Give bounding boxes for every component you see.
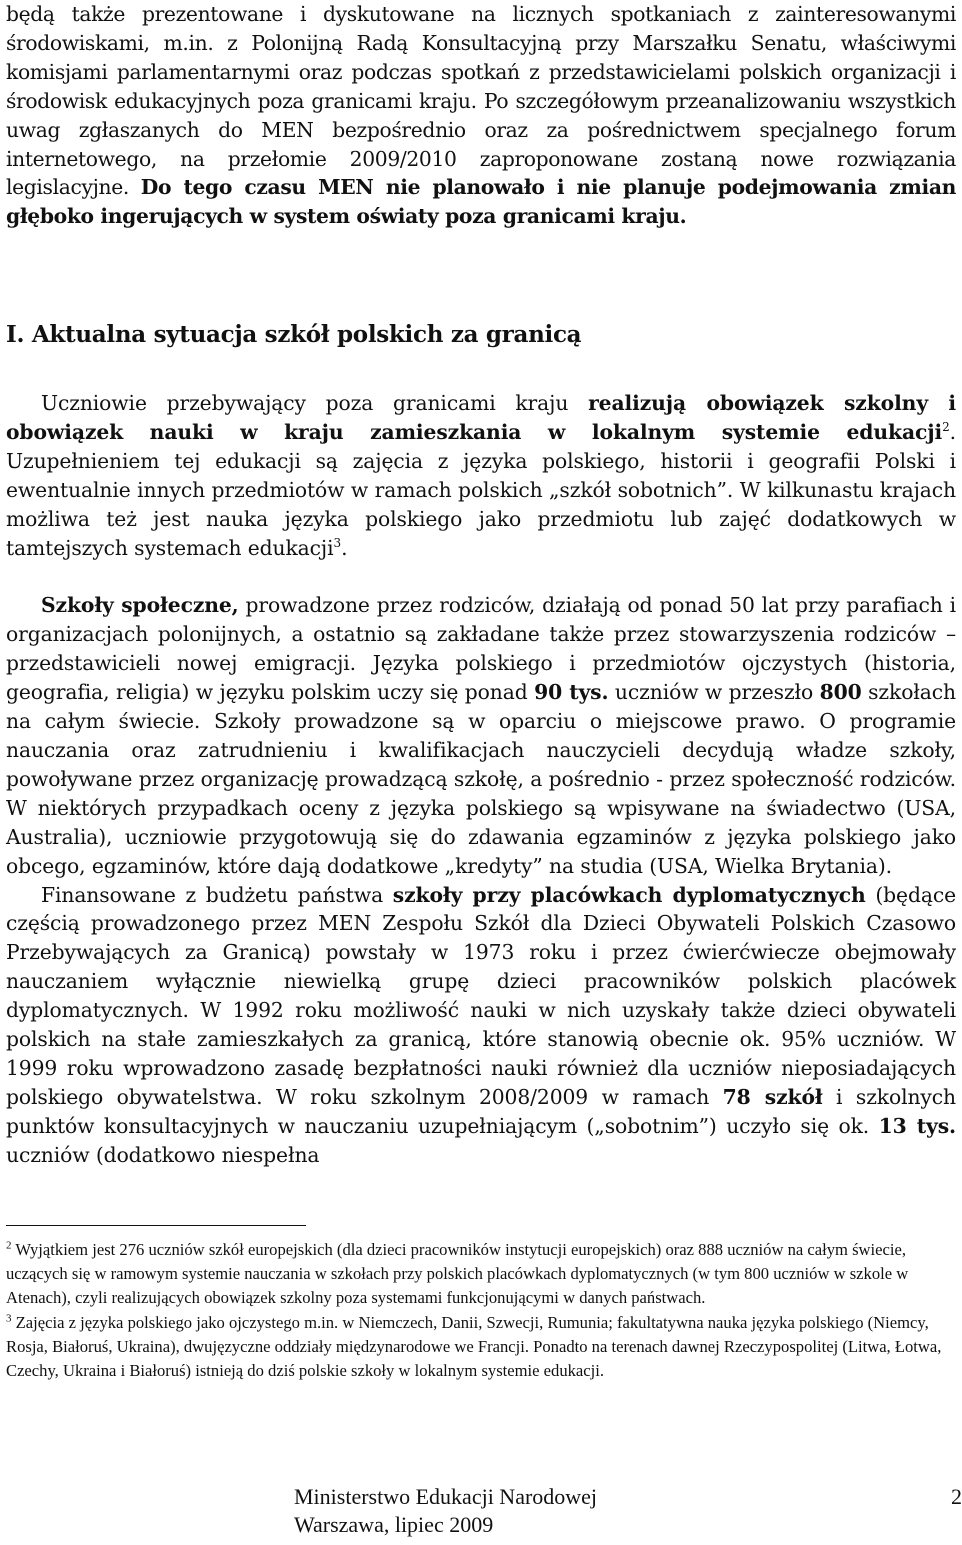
footnote-separator (6, 1225, 306, 1226)
section-body (6, 389, 956, 1170)
footnote-2 (6, 1238, 951, 1311)
intro-paragraph (6, 0, 956, 231)
paragraph-students (6, 389, 956, 562)
p2-bold: Szkoły społeczne, (41, 593, 239, 618)
p2-b: uczniów w przeszło (608, 680, 820, 705)
p2-bold-schools: 800 (819, 680, 862, 705)
intro-bold-statement: Do tego czasu MEN nie planowało i nie planuje podejmowania zmian głęboko ingerujących w system oświaty poza granicami kraju. (6, 175, 957, 229)
footer-place-date: Warszawa, lipiec 2009 (294, 1512, 494, 1537)
p3-d: uczniów (dodatkowo niespełna (6, 1142, 320, 1167)
p1-end: . (341, 535, 348, 560)
paragraph-social-schools (6, 591, 956, 880)
paragraph-diplomatic-schools (6, 881, 956, 1170)
footnote-number: 2 (6, 1239, 12, 1252)
footnote-ref-3[interactable]: 3 (333, 535, 342, 550)
footnote-ref-2[interactable]: 2 (942, 420, 950, 435)
p1-rest: . Uzupełnieniem tej edukacji są zajęcia z języka polskiego, historii i geografii Polski i ewentualnie innych przedmiotów w ramach polskich „szkół sobotnich”. W kilkunastu krajach możliwa też jest nauka języka polskiego jako przedmiotu lub zajęć dodatkowych w tamtejszych systemach edukacji (6, 419, 956, 560)
p3-bold-students: 13 tys. (878, 1113, 956, 1138)
footnote-3 (6, 1311, 951, 1384)
p2-bold-students: 90 tys. (534, 680, 609, 705)
p2-a: prowadzone przez rodziców, działają od ponad 50 lat przy parafiach i organizacjach polonijnych, a ostatnio są zakładane także przez stowarzyszenia rodziców – przedstawicieli nowej emigracji. Języka polskiego i przedmiotów ojczystych (historia, geografia, religia) w języku polskim uczy się ponad (6, 593, 957, 705)
footnote-text: Zajęcia z języka polskiego jako ojczystego m.in. w Niemczech, Danii, Szwecji, Rumunia; fakultatywna nauka języka polskiego (Niemcy, Rosja, Białoruś, Ukraina), dwujęzyczne oddziały międzynarodowe we Francji. Ponadto na terenach dawnej Rzeczypospolitej (Litwa, Łotwa, Czechy, Ukraina i Białoruś) istnieją do dziś polskie szkoły w lokalnym systemie edukacji. (6, 1312, 942, 1381)
footnote-text: Wyjątkiem jest 276 uczniów szkół europejskich (dla dzieci pracowników instytucji europejskich) oraz 888 uczniów na całym świecie, uczących się w ramowym systemie nauczania w szkołach przy polskich placówkach dyplomatycznych (w tym 800 uczniów w szkole w Atenach), czyli realizujących obowiązek szkolny poza systemami funkcjonującymi w danych państwach. (6, 1240, 909, 1308)
footnote-number: 3 (6, 1312, 12, 1325)
footer-ministry: Ministerstwo Edukacji Narodowej (294, 1484, 598, 1509)
p3-bold-schools: 78 szkół (722, 1084, 823, 1109)
p3-a: Finansowane z budżetu państwa (41, 882, 393, 907)
p1-bold: realizują obowiązek szkolny i obowiązek nauki w kraju zamieszkania w lokalnym systemie edukacji (6, 391, 956, 444)
p1-start: Uczniowie przebywający poza granicami kraju (41, 391, 589, 415)
intro-text: będą także prezentowane i dyskutowane na licznych spotkaniach z zainteresowanymi środowiskami, m.in. z Polonijną Radą Konsultacyjną przy Marszałku Senatu, właściwymi komisjami parlamentarnymi oraz podczas spotkań z przedstawicielami polskich organizacji i środowisk edukacyjnych poza granicami kraju. Po szczegółowym przeanalizowaniu wszystkich uwag zgłaszanych do MEN bezpośrednio oraz za pośrednictwem specjalnego forum internetowego, na przełomie 2009/2010 zaproponowane zostaną nowe rozwiązania legislacyjne. (6, 2, 956, 200)
page-footer (294, 1483, 962, 1539)
p3-bold: szkoły przy placówkach dyplomatycznych (392, 882, 866, 907)
section-heading: I. Aktualna sytuacja szkół polskich za granicą (6, 321, 582, 348)
page-number: 2 (951, 1484, 962, 1509)
p3-c: i szkolnych punktów konsultacyjnych w nauczaniu uzupełniającym („sobotnim”) uczyło się ok. (6, 1084, 957, 1138)
footnotes (6, 1238, 951, 1383)
p3-b: (będące częścią prowadzonego przez MEN Zespołu Szkół dla Dzieci Obywateli Polskich Czasowo Przebywających za Granicą) powstały w 1973 roku i przez ćwierćwiecze obejmowały nauczaniem wyłącznie niewielką grupę dzieci pracowników polskich placówek dyplomatycznych. W 1992 roku możliwość nauki w nich uzyskały także dzieci obywateli polskich na stałe zamieszkałych za granicą, które stanowią obecnie ok. 95% uczniów. W 1999 roku wprowadzono zasadę bezpłatności nauki również dla uczniów nieposiadających polskiego obywatelstwa. W roku szkolnym 2008/2009 w ramach (6, 882, 956, 1109)
p2-c: szkołach na całym świecie. Szkoły prowadzone są w oparciu o miejscowe prawo. O programie nauczania oraz zatrudnieniu i kwalifikacjach nauczycieli decydują władze szkoły, powoływane przez organizację prowadzącą szkołę, a pośrednio - przez społeczność rodziców. W niektórych przypadkach oceny z języka polskiego są wpisywane na świadectwo (USA, Australia), uczniowie przygotowują się do zdawania egzaminów z języka polskiego jako obcego, egzaminów, które dają dodatkowe „kredyty” na studia (USA, Wielka Brytania). (6, 680, 956, 878)
